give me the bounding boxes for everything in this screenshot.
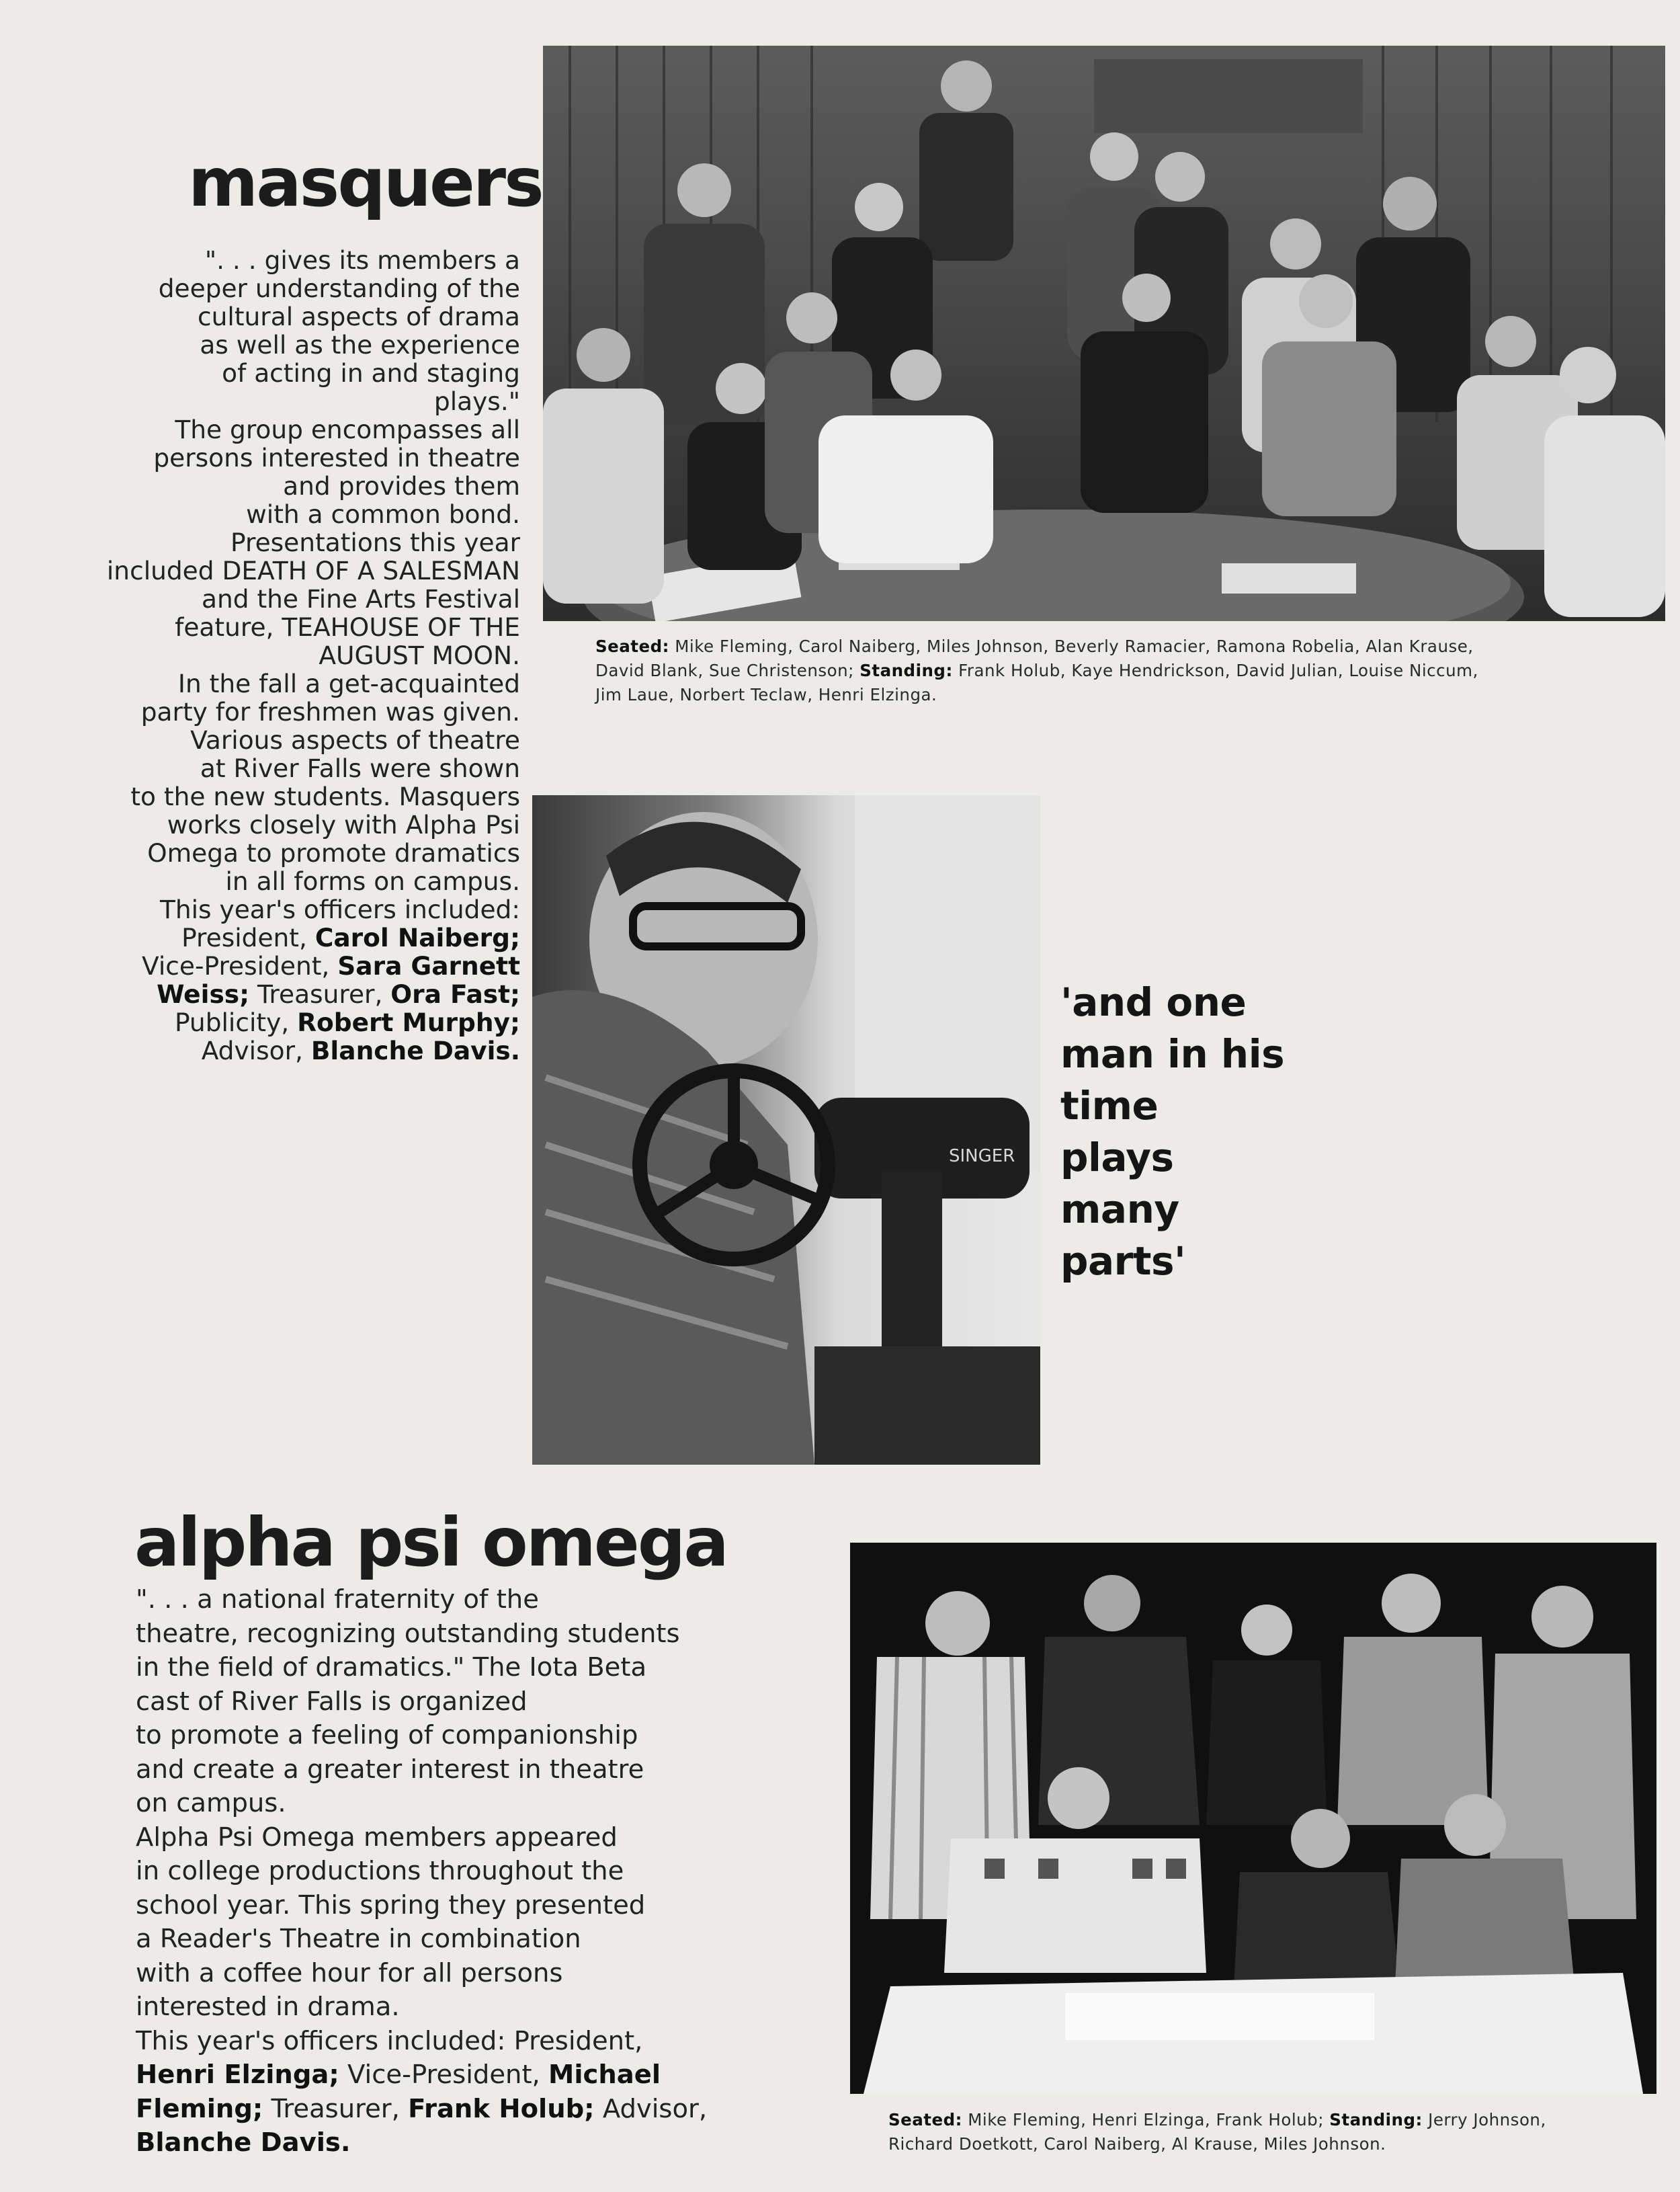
text-line: and the Fine Arts Festival bbox=[201, 584, 520, 614]
text-line: a Reader's Theatre in combination bbox=[136, 1924, 581, 1954]
quote-line: plays bbox=[1060, 1135, 1174, 1180]
text-line: and create a greater interest in theatre bbox=[136, 1754, 644, 1785]
caption-standing-names: Jim Laue, Norbert Teclaw, Henri Elzinga. bbox=[595, 685, 937, 704]
officer-name: Frank Holub; bbox=[408, 2093, 595, 2124]
text-line: of acting in and staging bbox=[222, 358, 520, 388]
masquers-description bbox=[13, 246, 520, 1065]
text-line: Various aspects of theatre bbox=[190, 725, 520, 755]
masquers-photo-caption bbox=[595, 635, 1610, 707]
officer-name: Blanche Davis. bbox=[310, 1036, 520, 1065]
text-line: feature, TEAHOUSE OF THE bbox=[175, 612, 520, 642]
text-line: in the field of dramatics." The Iota Beta bbox=[136, 1652, 647, 1682]
text-line: theatre, recognizing outstanding students bbox=[136, 1618, 680, 1649]
officer-name: Sara Garnett bbox=[337, 951, 520, 981]
officer-name: Robert Murphy; bbox=[297, 1008, 520, 1037]
text-line: Omega to promote dramatics bbox=[147, 838, 520, 868]
text-line: at River Falls were shown bbox=[200, 754, 520, 783]
officer-line: Publicity, Robert Murphy; bbox=[174, 1008, 520, 1037]
text-line: cultural aspects of drama bbox=[198, 302, 520, 331]
caption-standing-label: Standing: bbox=[1329, 2110, 1423, 2129]
caption-standing-label: Standing: bbox=[859, 661, 953, 680]
caption-standing-names: Jerry Johnson, bbox=[1428, 2110, 1546, 2129]
text-line: works closely with Alpha Psi bbox=[167, 810, 520, 840]
text-line: Presentations this year bbox=[230, 528, 520, 557]
quote-line: time bbox=[1060, 1083, 1159, 1129]
quote-line: many bbox=[1060, 1186, 1179, 1232]
alpha-photo-illustration bbox=[850, 1543, 1656, 2094]
masquers-group-photo bbox=[543, 46, 1665, 621]
officer-name: Carol Naiberg; bbox=[314, 923, 520, 952]
sewing-photo-illustration bbox=[532, 795, 1040, 1465]
caption-line bbox=[595, 635, 1610, 659]
text-line: deeper understanding of the bbox=[158, 274, 520, 303]
alpha-psi-omega-group-photo bbox=[850, 1543, 1656, 2094]
officer-line: Vice-President, Sara Garnett bbox=[142, 951, 520, 981]
text-line: in all forms on campus. bbox=[225, 866, 520, 896]
caption-standing-names: Frank Holub, Kaye Hendrickson, David Julian, Louise Niccum, bbox=[958, 661, 1478, 680]
officer-line: Advisor, Blanche Davis. bbox=[201, 1036, 520, 1065]
text-line: cast of River Falls is organized bbox=[136, 1686, 528, 1717]
sewing-machine-photo bbox=[532, 795, 1040, 1465]
officer-name: Michael bbox=[548, 2060, 661, 2090]
text-line: In the fall a get-acquainted bbox=[177, 669, 520, 698]
officer-line: Weiss; Treasurer, Ora Fast; bbox=[157, 979, 520, 1009]
text-line: persons interested in theatre bbox=[153, 443, 520, 473]
alpha-psi-omega-title: alpha psi omega bbox=[134, 1503, 727, 1582]
text-line: ". . . gives its members a bbox=[204, 245, 520, 275]
caption-seated-label: Seated: bbox=[888, 2110, 962, 2129]
caption-line bbox=[595, 659, 1610, 683]
text-line: as well as the experience bbox=[200, 330, 520, 360]
text-line: The group encompasses all bbox=[175, 415, 520, 444]
officer-line: President, Carol Naiberg; bbox=[181, 923, 520, 952]
sewing-machine-brand: SINGER bbox=[949, 1146, 1015, 1166]
text-line: AUGUST MOON. bbox=[319, 641, 520, 670]
officer-name: Fleming; bbox=[136, 2093, 263, 2124]
text-line: included DEATH OF A SALESMAN bbox=[106, 556, 520, 585]
text-line: This year's officers included: bbox=[159, 895, 520, 924]
caption-line bbox=[888, 2132, 1661, 2156]
officer-line: Henri Elzinga; Vice-President, Michael bbox=[136, 2060, 661, 2090]
alpha-psi-omega-description bbox=[136, 1583, 808, 2160]
text-line: school year. This spring they presented bbox=[136, 1890, 646, 1920]
text-line: interested in drama. bbox=[136, 1992, 400, 2022]
officer-name: Weiss; bbox=[157, 979, 250, 1009]
officer-name: Henri Elzinga; bbox=[136, 2060, 339, 2090]
caption-standing-names: Richard Doetkott, Carol Naiberg, Al Krause, Miles Johnson. bbox=[888, 2134, 1386, 2154]
officer-line bbox=[136, 2126, 808, 2160]
text-line: in college productions throughout the bbox=[136, 1856, 624, 1886]
caption-line bbox=[595, 683, 1610, 707]
caption-seated-names: Mike Fleming, Carol Naiberg, Miles Johnson, Beverly Ramacier, Ramona Robelia, Alan Krause, bbox=[675, 637, 1474, 656]
officer-line: Fleming; Treasurer, Frank Holub; Advisor, bbox=[136, 2093, 708, 2124]
quote-line: parts' bbox=[1060, 1238, 1186, 1284]
text-line: plays." bbox=[433, 387, 520, 416]
caption-seated-names: David Blank, Sue Christenson; bbox=[595, 661, 854, 680]
quote-line: 'and one bbox=[1060, 979, 1247, 1025]
officer-name: Ora Fast; bbox=[390, 979, 520, 1009]
text-line: with a common bond. bbox=[246, 499, 520, 529]
text-line: party for freshmen was given. bbox=[140, 697, 520, 727]
text-line: with a coffee hour for all persons bbox=[136, 1957, 563, 1988]
caption-seated-label: Seated: bbox=[595, 637, 669, 656]
alpha-psi-omega-photo-caption bbox=[888, 2108, 1661, 2156]
masquers-title: masquers bbox=[188, 143, 542, 222]
quote-line: man in his bbox=[1060, 1031, 1285, 1077]
text-line: to promote a feeling of companionship bbox=[136, 1720, 638, 1750]
text-line: to the new students. Masquers bbox=[130, 782, 520, 811]
text-line: and provides them bbox=[283, 471, 520, 501]
officer-line: This year's officers included: President, bbox=[136, 2025, 643, 2056]
text-line: Alpha Psi Omega members appeared bbox=[136, 1822, 618, 1853]
text-line: ". . . a national fraternity of the bbox=[136, 1584, 539, 1615]
officer-name: Blanche Davis. bbox=[136, 2127, 351, 2158]
caption-line bbox=[888, 2108, 1661, 2132]
text-line: on campus. bbox=[136, 1788, 286, 1818]
caption-seated-names: Mike Fleming, Henri Elzinga, Frank Holub; bbox=[968, 2110, 1324, 2129]
masquers-photo-illustration bbox=[543, 46, 1665, 621]
pull-quote bbox=[1060, 977, 1284, 1287]
